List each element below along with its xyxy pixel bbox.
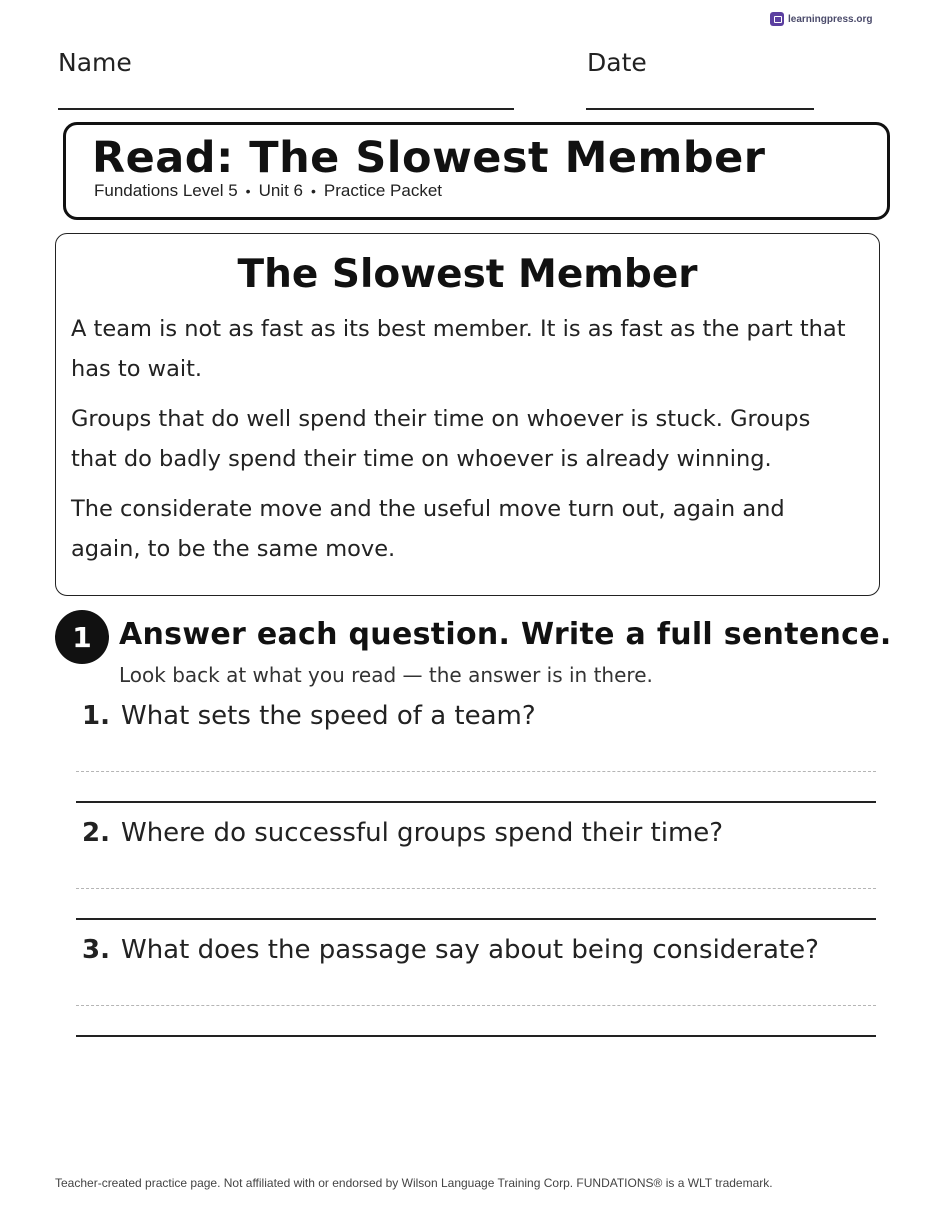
reading-passage [55, 233, 880, 596]
subtitle-unit: Unit 6 [258, 181, 303, 200]
answer-guide-line [76, 888, 876, 889]
answer-guide-line [76, 771, 876, 772]
name-label: Name [58, 48, 132, 77]
passage-paragraph: The considerate move and the useful move turn out, again and again, to be the same move. [71, 496, 785, 562]
passage-paragraph: A team is not as fast as its best member. It is as fast as the part that has to wait. [71, 316, 846, 382]
answer-write-line[interactable] [76, 801, 876, 803]
question-number: 2. [82, 818, 110, 848]
date-label: Date [587, 48, 647, 77]
name-write-line[interactable] [58, 108, 514, 110]
subtitle-level: Fundations Level 5 [94, 181, 238, 200]
subtitle-separator: • [310, 183, 316, 199]
answer-write-line[interactable] [76, 918, 876, 920]
section-heading: Answer each question. Write a full sentence. [119, 617, 892, 652]
worksheet-title-box [63, 122, 890, 220]
brand-name: learningpress.org [788, 13, 873, 25]
passage-title: The Slowest Member [237, 252, 698, 297]
learningpress-logo-icon [770, 12, 784, 26]
footer-disclaimer: Teacher-created practice page. Not affiliated with or endorsed by Wilson Language Training Corp. FUNDATIONS® is a WLT trademark. [55, 1176, 773, 1190]
section-hint: Look back at what you read — the answer is in there. [119, 663, 653, 687]
worksheet-subtitle [94, 181, 442, 201]
date-write-line[interactable] [586, 108, 814, 110]
question-text: What does the passage say about being considerate? [121, 935, 819, 965]
worksheet-title: Read: The Slowest Member [92, 133, 766, 183]
passage-paragraph: Groups that do well spend their time on whoever is stuck. Groups that do badly spend their time on whoever is already winning. [71, 406, 811, 472]
question-number: 3. [82, 935, 110, 965]
brand-logo [770, 12, 872, 26]
question-text: What sets the speed of a team? [121, 701, 536, 731]
answer-write-line[interactable] [76, 1035, 876, 1037]
subtitle-packet: Practice Packet [323, 181, 442, 200]
subtitle-separator: • [245, 183, 251, 199]
question-text: Where do successful groups spend their time? [121, 818, 724, 848]
section-number-badge: 1 [55, 610, 109, 664]
question-number: 1. [82, 701, 110, 731]
answer-guide-line [76, 1005, 876, 1006]
